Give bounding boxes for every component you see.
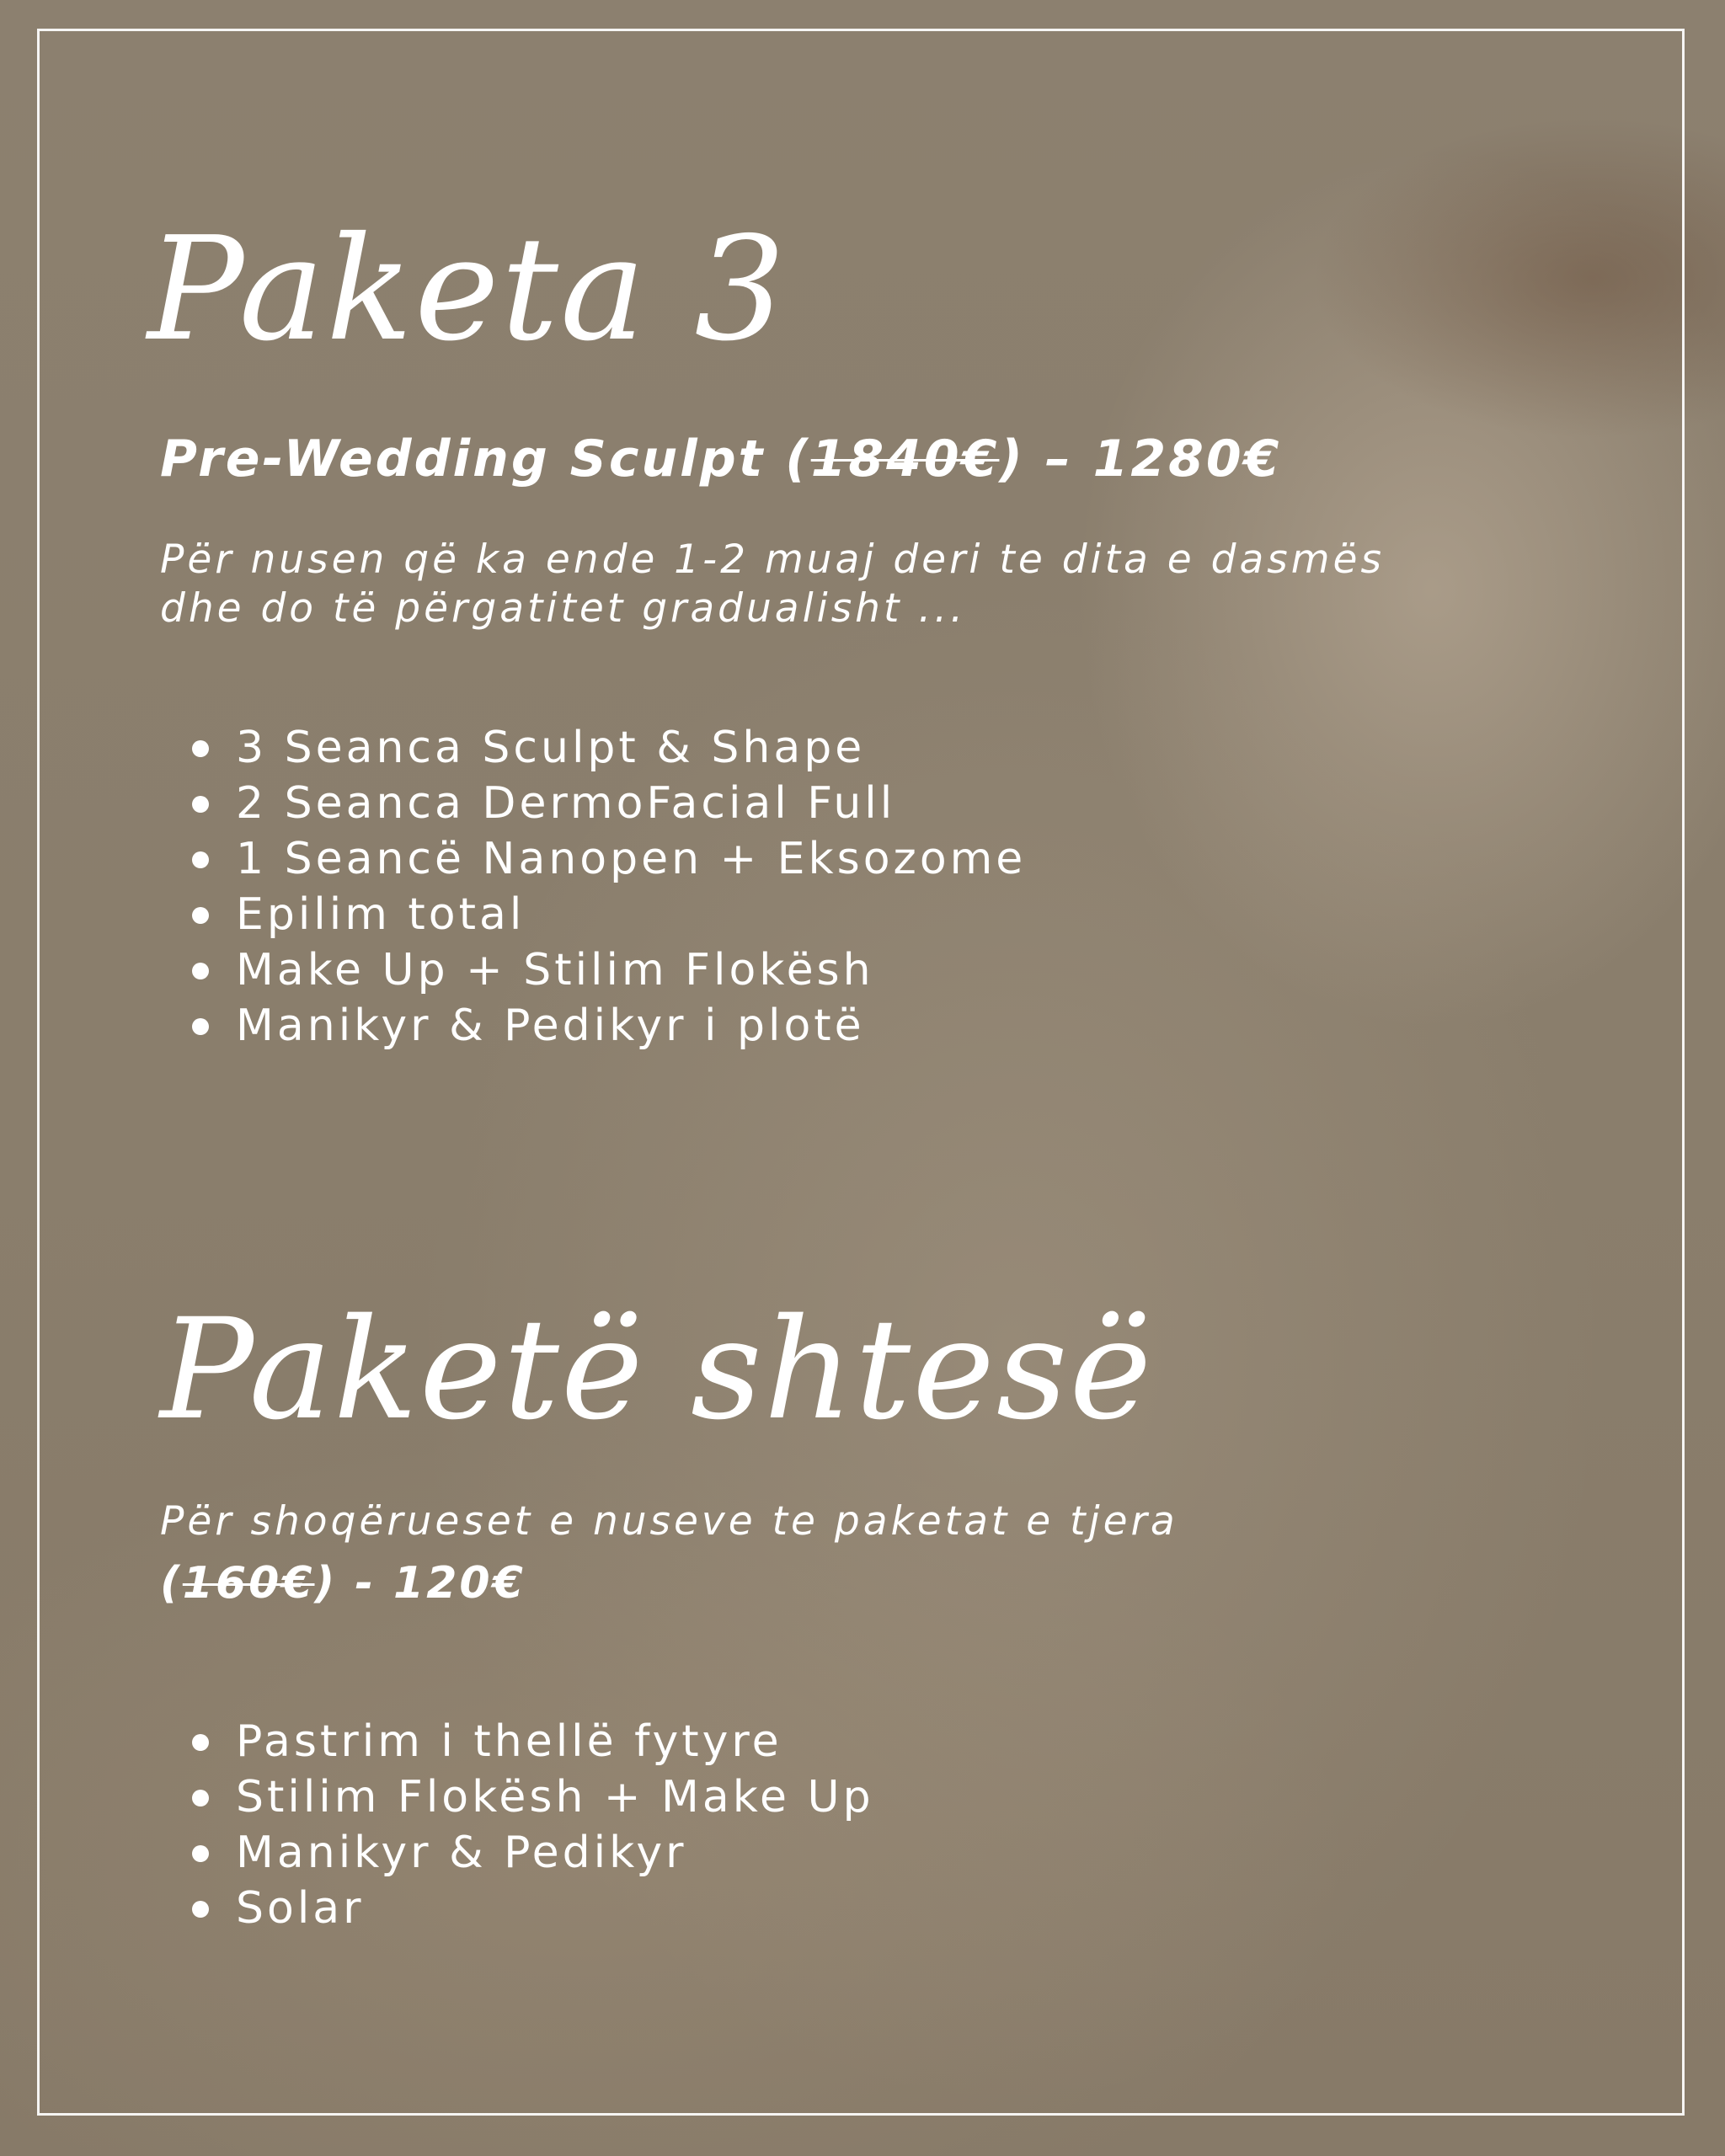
list-item: Pastrim i thellë fytyre: [187, 1714, 874, 1769]
bullet-icon: [192, 963, 209, 979]
package-intro-line: Për nusen që ka ende 1-2 muaj deri te dita e dasmës: [160, 536, 1385, 583]
bullet-icon: [192, 1845, 209, 1862]
extra-intro: Për shoqërueset e nuseve te paketat e tjera: [160, 1498, 1178, 1545]
package-old-price: 1840€: [810, 430, 1000, 488]
list-item: Solar: [187, 1881, 874, 1936]
package-title: Paketa 3: [147, 206, 788, 373]
package-intro-line: dhe do të përgatitet gradualisht ...: [160, 585, 967, 632]
list-item: Epilim total: [187, 887, 1026, 942]
bullet-icon: [192, 1790, 209, 1806]
package-new-price: ) – 1280€: [999, 430, 1282, 488]
list-item: Manikyr & Pedikyr i plotë: [187, 998, 1026, 1054]
bullet-icon: [192, 1734, 209, 1751]
extra-title: Paketë shtesë: [160, 1289, 1154, 1450]
list-item: 1 Seancë Nanopen + Eksozome: [187, 831, 1026, 887]
bullet-icon: [192, 796, 209, 813]
list-item: 3 Seanca Sculpt & Shape: [187, 720, 1026, 776]
extra-old-price: 160€: [182, 1558, 315, 1609]
list-item: 2 Seanca DermoFacial Full: [187, 776, 1026, 831]
bullet-icon: [192, 907, 209, 924]
bullet-icon: [192, 1901, 209, 1918]
package-name: Pre-Wedding Sculpt (: [160, 430, 811, 488]
extra-items-list: [187, 1714, 874, 1936]
list-item: Manikyr & Pedikyr: [187, 1825, 874, 1881]
bullet-icon: [192, 740, 209, 757]
bullet-icon: [192, 851, 209, 868]
package-items-list: [187, 720, 1026, 1054]
extra-new-price: ) - 120€: [314, 1558, 526, 1609]
list-item: Make Up + Stilim Flokësh: [187, 942, 1026, 998]
bullet-icon: [192, 1018, 209, 1035]
package-intro: [160, 536, 1385, 633]
package-price-line: [160, 430, 1281, 488]
list-item: Stilim Flokësh + Make Up: [187, 1769, 874, 1825]
extra-price-line: (160€) - 120€: [160, 1558, 526, 1609]
